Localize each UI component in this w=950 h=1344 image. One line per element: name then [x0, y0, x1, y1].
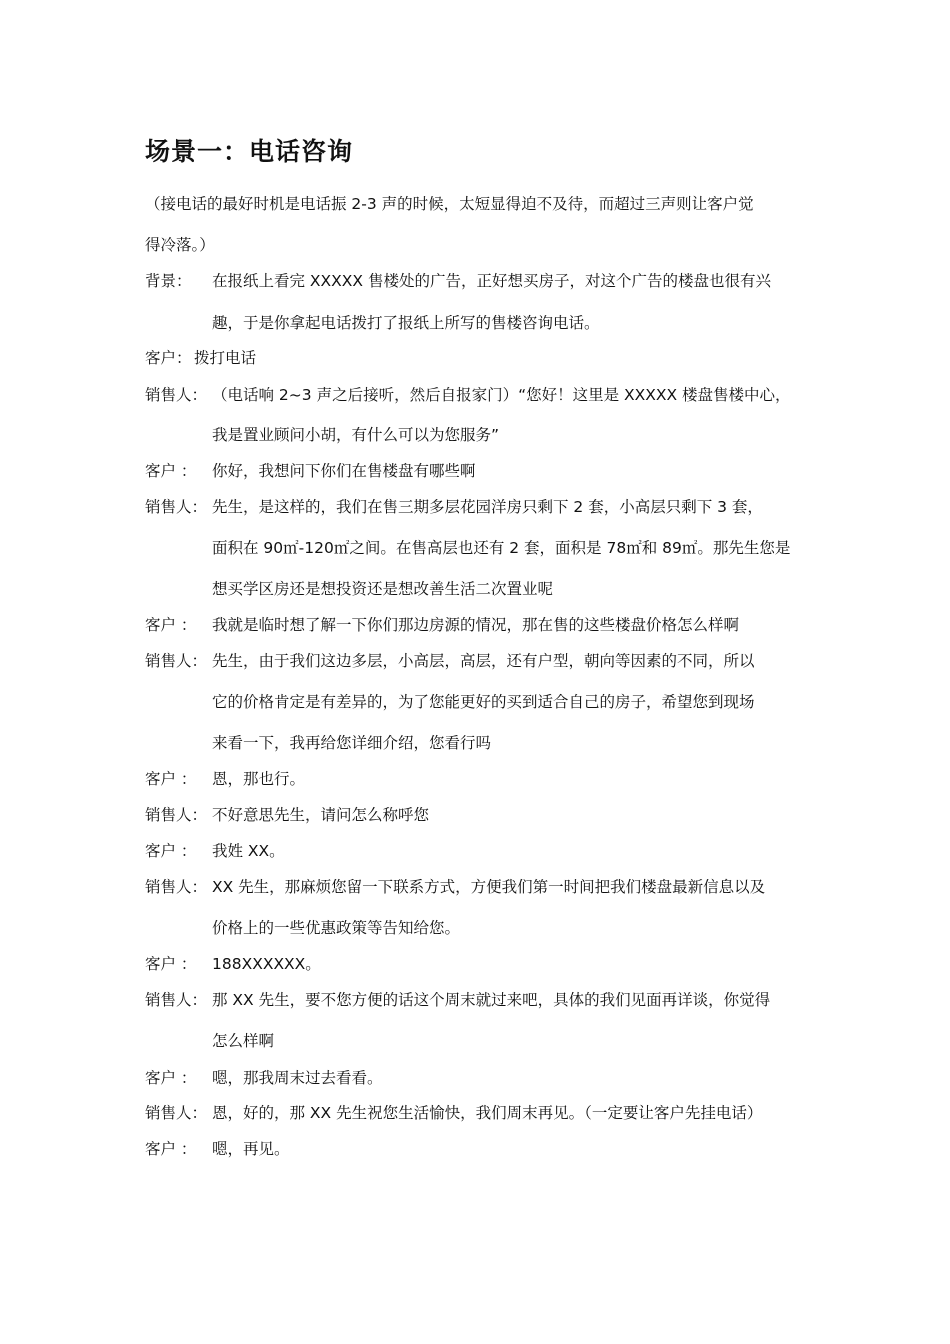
dialogue-speaker: 客户 ： [145, 770, 197, 788]
dialogue-speaker: 客户 ： [145, 1140, 197, 1158]
dialogue-speaker: 客户 ： [145, 462, 197, 480]
dialogue-text: 来看一下，我再给您详细介绍，您看行吗 [212, 734, 492, 752]
dialogue-speaker: 客户 ： [145, 1069, 197, 1087]
dialogue-text: 拨打电话 [194, 349, 257, 367]
dialogue-text: 你好，我想问下你们在售楼盘有哪些啊 [212, 462, 476, 480]
dialogue-text: 不好意思先生，请问怎么称呼您 [212, 806, 430, 824]
dialogue-text: 188XXXXXX。 [212, 955, 321, 973]
dialogue-text: 恩，好的，那 XX 先生祝您生活愉快，我们周末再见。（一定要让客户先挂电话） [212, 1104, 763, 1122]
dialogue-text: XX 先生，那麻烦您留一下联系方式，方便我们第一时间把我们楼盘最新信息以及 [212, 878, 766, 896]
note-line-2: 得冷落。） [145, 236, 215, 254]
dialogue-text: （电话响 2~3 声之后接听，然后自报家门）“您好！这里是 XXXXX 楼盘售楼中心， [212, 386, 791, 404]
dialogue-speaker: 客户 ： [145, 955, 197, 973]
dialogue-text: 嗯，那我周末过去看看。 [212, 1069, 383, 1087]
background-line-2: 趣，于是你拿起电话拨打了报纸上所写的售楼咨询电话。 [212, 314, 600, 332]
dialogue-speaker: 销售人： [145, 806, 208, 824]
dialogue-speaker: 销售人： [145, 386, 208, 404]
dialogue-text: 我是置业顾问小胡，有什么可以为您服务” [212, 426, 500, 444]
dialogue-text: 先生，是这样的，我们在售三期多层花园洋房只剩下 2 套，小高层只剩下 3 套， [212, 498, 763, 516]
dialogue-text: 先生，由于我们这边多层，小高层，高层，还有户型，朝向等因素的不同，所以 [212, 652, 755, 670]
dialogue-speaker: 销售人： [145, 991, 208, 1009]
dialogue-text: 恩，那也行。 [212, 770, 306, 788]
background-label: 背景： [145, 272, 192, 290]
dialogue-text: 它的价格肯定是有差异的，为了您能更好的买到适合自己的房子，希望您到现场 [212, 693, 755, 711]
dialogue-text: 我就是临时想了解一下你们那边房源的情况，那在售的这些楼盘价格怎么样啊 [212, 616, 740, 634]
dialogue-text: 那 XX 先生，要不您方便的话这个周末就过来吧，具体的我们见面再详谈，你觉得 [212, 991, 771, 1009]
dialogue-speaker: 销售人： [145, 878, 208, 896]
dialogue-text: 想买学区房还是想投资还是想改善生活二次置业呢 [212, 580, 554, 598]
dialogue-speaker: 客户 ： [145, 616, 197, 634]
page-title: 场景一：电话咨询 [145, 137, 354, 166]
dialogue-speaker: 客户： [145, 349, 192, 367]
dialogue-speaker: 销售人： [145, 1104, 208, 1122]
dialogue-text: 价格上的一些优惠政策等告知给您。 [212, 919, 461, 937]
dialogue-text: 面积在 90㎡-120㎡之间。在售高层也还有 2 套，面积是 78㎡和 89㎡。那先生您是 [212, 539, 791, 557]
dialogue-text: 嗯，再见。 [212, 1140, 290, 1158]
background-line-1: 在报纸上看完 XXXXX 售楼处的广告，正好想买房子，对这个广告的楼盘也很有兴 [212, 272, 771, 290]
dialogue-text: 怎么样啊 [212, 1032, 275, 1050]
dialogue-speaker: 销售人： [145, 498, 208, 516]
dialogue-text: 我姓 XX。 [212, 842, 285, 860]
note-line-1: （接电话的最好时机是电话振 2-3 声的时候，太短显得迫不及待，而超过三声则让客户觉 [145, 195, 754, 213]
dialogue-speaker: 销售人： [145, 652, 208, 670]
dialogue-speaker: 客户 ： [145, 842, 197, 860]
